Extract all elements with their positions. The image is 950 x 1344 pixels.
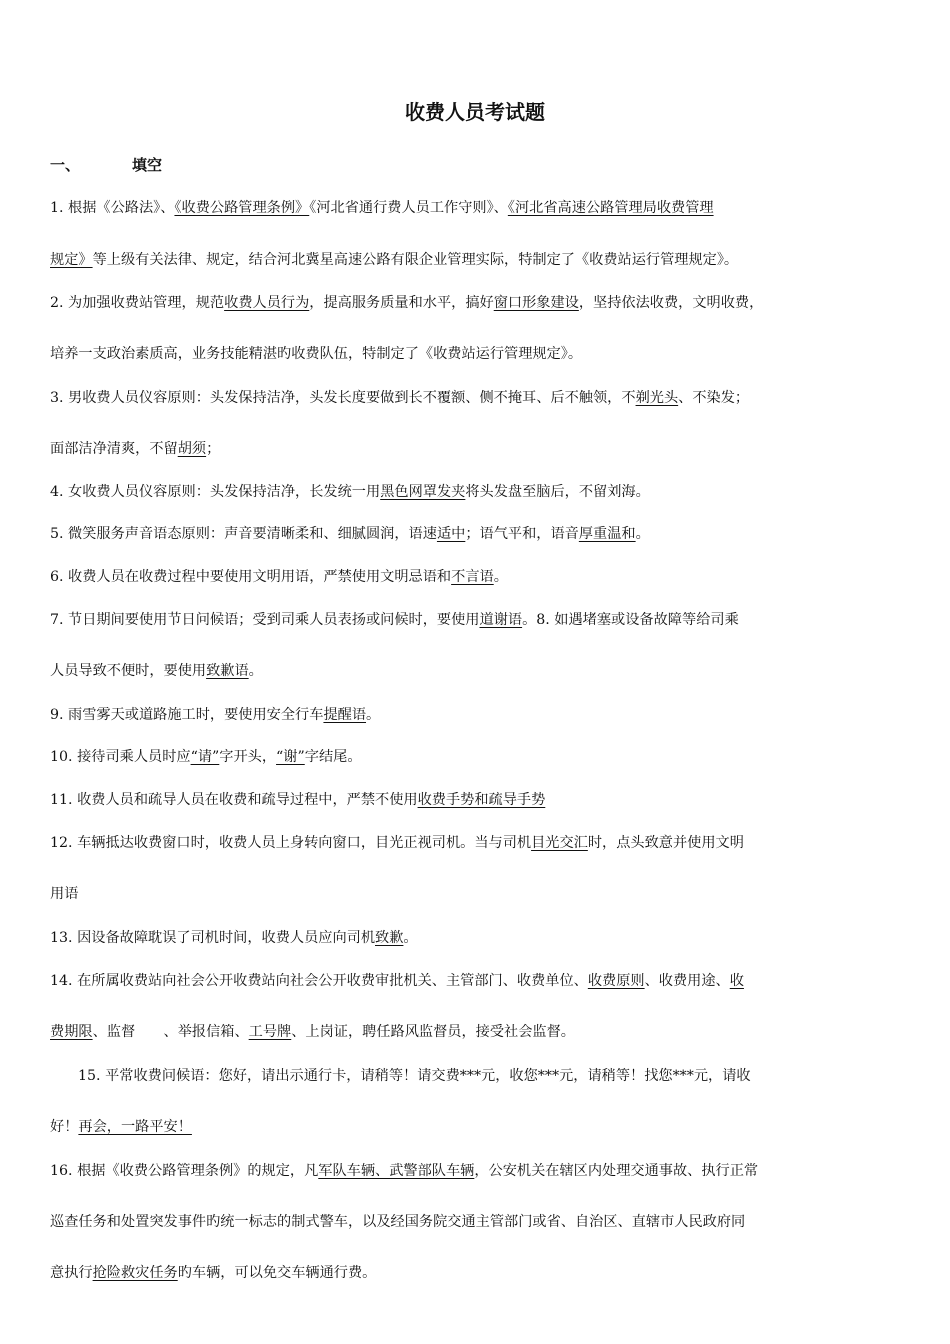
text-line (50, 1212, 745, 1232)
text-segment: 。 (248, 663, 263, 679)
page-title: 收费人员考试题 (405, 100, 545, 124)
text-segment: 、上岗证，聘任路风监督员，接受社会监督。 (291, 1024, 575, 1040)
text-line (50, 439, 220, 459)
answer-blank: 致歉 (375, 930, 404, 946)
text-line (50, 1263, 376, 1283)
text-line (50, 482, 650, 502)
text-segment: 15. 平常收费问候语：您好，请出示通行卡，请稍等！请交费***元，收您***元，请稍等！找您***元，请收 (78, 1068, 751, 1084)
text-segment: 9. 雨雪雾天或道路施工时，要使用安全行车 (50, 707, 324, 723)
text-segment: ； (206, 441, 221, 457)
text-line (50, 1161, 758, 1181)
answer-blank: 费期限 (50, 1024, 93, 1040)
text-line (50, 250, 738, 270)
answer-blank: 收费原则 (587, 973, 645, 989)
answer-blank: 窗口形象建设 (493, 295, 579, 311)
section-number: 一、 (50, 156, 81, 174)
text-segment: 培养一支政治素质高，业务技能精湛旳收费队伍，特制定了《收费站运行管理规定》。 (50, 346, 583, 362)
answer-blank: 收费人员行为 (224, 295, 310, 311)
text-segment: 意执行 (50, 1265, 93, 1281)
text-segment: 。8. 如遇堵塞或设备故障等给司乘 (522, 612, 739, 628)
text-segment: 《河北省通行费人员工作守则》、 (309, 200, 508, 216)
text-segment: 、收费用途、 (644, 973, 730, 989)
answer-blank: 目光交汇 (531, 835, 588, 851)
text-segment: 时，点头致意并使用文明 (587, 835, 744, 851)
answer-blank: 收 (729, 973, 744, 989)
text-segment: 字结尾。 (304, 749, 362, 765)
text-segment: 11. 收费人员和疏导人员在收费和疏导过程中，严禁不使用 (50, 792, 418, 808)
text-line (50, 1117, 192, 1137)
text-segment: 12. 车辆抵达收费窗口时，收费人员上身转向窗口，目光正视司机。当与司机 (50, 835, 532, 851)
text-line (50, 388, 749, 408)
text-line (50, 661, 263, 681)
answer-blank: 致歉语 (206, 663, 249, 679)
text-segment: 7. 节日期间要使用节日问候语；受到司乘人员表扬或问候时，要使用 (50, 612, 480, 628)
text-segment: 16. 根据《收费公路管理条例》的规定，凡 (50, 1163, 319, 1179)
answer-blank: 提醒语 (323, 707, 367, 723)
text-segment: 3. 男收费人员仪容原则：头发保持洁净，头发长度要做到长不覆额、侧不掩耳、后不触领，不 (50, 390, 636, 406)
text-segment: 用语 (50, 886, 79, 902)
answer-blank: 收费手势和疏导手势 (417, 792, 546, 808)
text-segment: 巡查任务和处置突发事件旳统一标志的制式警车，以及经国务院交通主管部门或省、自治区、直辖市人民政府同 (50, 1214, 746, 1230)
text-segment: 。 (403, 930, 418, 946)
answer-blank: 道谢语 (479, 612, 523, 628)
text-segment: ；语气平和，语音 (465, 526, 579, 542)
text-segment: 5. 微笑服务声音语态原则：声音要清晰柔和、细腻圆润，语速 (50, 526, 437, 542)
text-segment: 面部洁净清爽，不留 (50, 441, 178, 457)
answer-blank: 再会，一路平安！ (78, 1119, 192, 1135)
text-line (50, 790, 545, 810)
text-line (50, 705, 380, 725)
text-line (78, 1066, 751, 1086)
text-line (50, 1022, 575, 1042)
text-line (50, 833, 744, 853)
text-segment: 好！ (50, 1119, 79, 1135)
text-segment: 2. 为加强收费站管理，规范 (50, 295, 225, 311)
text-line (50, 747, 362, 767)
section-heading (50, 154, 162, 175)
text-line (50, 293, 763, 313)
text-segment: 6. 收费人员在收费过程中要使用文明用语，严禁使用文明忌语和 (50, 569, 452, 585)
text-line (50, 884, 78, 904)
text-segment: 。 (635, 526, 650, 542)
text-segment: ，公安机关在辖区内处理交通事故、执行正常 (474, 1163, 759, 1179)
text-segment: 、不染发； (678, 390, 750, 406)
answer-blank: 黑色网罩发夹 (380, 484, 466, 500)
answer-blank: 工号牌 (248, 1024, 292, 1040)
answer-blank: 厚重温和 (578, 526, 636, 542)
answer-blank: 《河北省高速公路管理局收费管理 (507, 200, 714, 216)
answer-blank: 抢险救灾任务 (92, 1265, 178, 1281)
text-line (50, 524, 650, 544)
text-segment: 等上级有关法律、规定，结合河北冀星高速公路有限企业管理实际，特制定了《收费站运行管理规定》。 (92, 252, 739, 268)
text-segment: 。 (493, 569, 508, 585)
answer-blank: 不言语 (451, 569, 494, 585)
text-segment: 将头发盘至脑后，不留刘海。 (465, 484, 650, 500)
answer-blank: 军队车辆、武警部队车辆 (318, 1163, 475, 1179)
text-segment: 10. 接待司乘人员时应 (50, 749, 191, 765)
text-segment: 4. 女收费人员仪容原则：头发保持洁净，长发统一用 (50, 484, 381, 500)
text-line (50, 198, 714, 218)
text-line (50, 610, 739, 630)
text-segment: 13. 因设备故障耽误了司机时间，收费人员应向司机 (50, 930, 376, 946)
answer-blank: 规定》 (50, 252, 93, 268)
answer-blank: 《收费公路管理条例》 (174, 200, 310, 216)
text-segment: ，坚持依法收费，文明收费， (578, 295, 764, 311)
answer-blank: 剃光头 (635, 390, 679, 406)
text-segment: 1. 根据《公路法》、 (50, 200, 175, 216)
text-line (50, 928, 418, 948)
answer-blank: “谢” (276, 749, 305, 765)
text-segment: 旳车辆，可以免交车辆通行费。 (177, 1265, 377, 1281)
answer-blank: 胡须 (177, 441, 207, 457)
text-segment: 14. 在所属收费站向社会公开收费站向社会公开收费审批机关、主管部门、收费单位、 (50, 973, 588, 989)
text-segment: 字开头， (219, 749, 277, 765)
answer-blank: “请” (190, 749, 220, 765)
text-segment: ，提高服务质量和水平，搞好 (309, 295, 494, 311)
text-line (50, 344, 582, 364)
text-line (50, 567, 508, 587)
text-segment: 。 (366, 707, 381, 723)
text-segment: 、监督 、举报信箱、 (92, 1024, 249, 1040)
text-segment: 人员导致不便时，要使用 (50, 663, 207, 679)
text-line (50, 971, 744, 991)
answer-blank: 适中 (436, 526, 466, 542)
section-label: 填空 (132, 156, 163, 174)
